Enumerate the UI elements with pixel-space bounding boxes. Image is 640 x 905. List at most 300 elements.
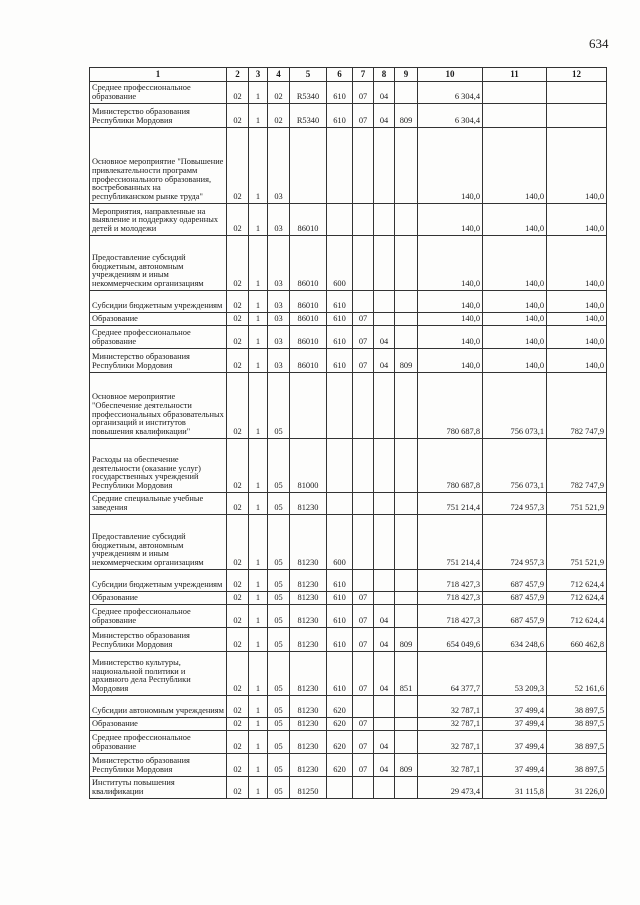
pgp-code: 1 (249, 291, 268, 313)
event-code: 03 (268, 326, 290, 349)
amount-year-3: 38 897,5 (547, 754, 607, 777)
amount-year-3: 140,0 (547, 326, 607, 349)
pgp-code: 1 (249, 628, 268, 652)
ministry-code: 851 (395, 652, 418, 696)
amount-year-3: 38 897,5 (547, 731, 607, 754)
section-code: 07 (353, 82, 374, 104)
row-name: Среднее профессиональное образование (90, 605, 227, 628)
event-code: 05 (268, 731, 290, 754)
amount-year-1: 140,0 (418, 313, 483, 326)
row-name: Среднее профессиональное образование (90, 82, 227, 104)
amount-year-1: 140,0 (418, 326, 483, 349)
ministry-code: 809 (395, 104, 418, 128)
section-code: 07 (353, 104, 374, 128)
pgp-code: 1 (249, 104, 268, 128)
amount-year-3: 712 624,4 (547, 605, 607, 628)
gp-code: 02 (227, 313, 249, 326)
amount-year-3 (547, 82, 607, 104)
amount-year-1: 64 377,7 (418, 652, 483, 696)
direction-code: 81230 (290, 570, 327, 592)
subsection-code: 04 (374, 652, 395, 696)
expense-type-code: 610 (327, 313, 353, 326)
event-code: 05 (268, 652, 290, 696)
amount-year-2: 140,0 (483, 349, 547, 373)
direction-code: 81230 (290, 493, 327, 515)
amount-year-2: 37 499,4 (483, 754, 547, 777)
gp-code: 02 (227, 291, 249, 313)
amount-year-2: 37 499,4 (483, 718, 547, 731)
amount-year-3: 782 747,9 (547, 373, 607, 439)
pgp-code: 1 (249, 731, 268, 754)
table-row (90, 204, 607, 236)
ministry-code (395, 515, 418, 570)
amount-year-2: 687 457,9 (483, 570, 547, 592)
gp-code: 02 (227, 696, 249, 718)
amount-year-3: 38 897,5 (547, 696, 607, 718)
pgp-code: 1 (249, 777, 268, 799)
row-name: Мероприятия, направленные на выявление и поддержку одаренных детей и молодежи (90, 204, 227, 236)
pgp-code: 1 (249, 236, 268, 291)
ministry-code (395, 128, 418, 204)
event-code: 02 (268, 104, 290, 128)
pgp-code: 1 (249, 493, 268, 515)
ministry-code (395, 236, 418, 291)
col-header: 12 (547, 68, 607, 82)
amount-year-2: 31 115,8 (483, 777, 547, 799)
expense-type-code: 620 (327, 754, 353, 777)
table-row (90, 718, 607, 731)
amount-year-3: 140,0 (547, 204, 607, 236)
subsection-code: 04 (374, 82, 395, 104)
gp-code: 02 (227, 754, 249, 777)
subsection-code: 04 (374, 605, 395, 628)
amount-year-2: 140,0 (483, 128, 547, 204)
expense-type-code: 610 (327, 570, 353, 592)
event-code: 03 (268, 291, 290, 313)
gp-code: 02 (227, 493, 249, 515)
expense-type-code: 610 (327, 349, 353, 373)
subsection-code (374, 515, 395, 570)
expense-type-code: 600 (327, 515, 353, 570)
section-code (353, 236, 374, 291)
subsection-code (374, 291, 395, 313)
amount-year-1: 780 687,8 (418, 373, 483, 439)
subsection-code: 04 (374, 754, 395, 777)
amount-year-3: 52 161,6 (547, 652, 607, 696)
direction-code: 86010 (290, 204, 327, 236)
expense-type-code (327, 373, 353, 439)
subsection-code (374, 128, 395, 204)
event-code: 03 (268, 128, 290, 204)
row-name: Среднее профессиональное образование (90, 731, 227, 754)
table-row (90, 82, 607, 104)
expense-type-code: 610 (327, 628, 353, 652)
event-code: 03 (268, 313, 290, 326)
section-code (353, 128, 374, 204)
amount-year-2: 140,0 (483, 313, 547, 326)
pgp-code: 1 (249, 204, 268, 236)
section-code: 07 (353, 731, 374, 754)
section-code: 07 (353, 652, 374, 696)
amount-year-1: 654 049,6 (418, 628, 483, 652)
subsection-code (374, 313, 395, 326)
amount-year-2: 53 209,3 (483, 652, 547, 696)
table-row (90, 236, 607, 291)
event-code: 03 (268, 349, 290, 373)
direction-code (290, 373, 327, 439)
expense-type-code: 610 (327, 104, 353, 128)
amount-year-3: 751 521,9 (547, 493, 607, 515)
amount-year-1: 6 304,4 (418, 104, 483, 128)
amount-year-3: 140,0 (547, 291, 607, 313)
direction-code: 81250 (290, 777, 327, 799)
row-name: Субсидии бюджетным учреждениям (90, 570, 227, 592)
ministry-code (395, 696, 418, 718)
row-name: Предоставление субсидий бюджетным, автономным учреждениям и иным некоммерческим организациям (90, 236, 227, 291)
direction-code: 81230 (290, 696, 327, 718)
gp-code: 02 (227, 777, 249, 799)
direction-code: 86010 (290, 326, 327, 349)
direction-code: R5340 (290, 82, 327, 104)
amount-year-2 (483, 82, 547, 104)
direction-code: 81230 (290, 605, 327, 628)
ministry-code (395, 777, 418, 799)
table-row (90, 652, 607, 696)
section-code: 07 (353, 718, 374, 731)
subsection-code: 04 (374, 628, 395, 652)
row-name: Средние специальные учебные заведения (90, 493, 227, 515)
row-name: Министерство образования Республики Мордовия (90, 628, 227, 652)
pgp-code: 1 (249, 313, 268, 326)
amount-year-1: 751 214,4 (418, 493, 483, 515)
table-row (90, 592, 607, 605)
subsection-code (374, 204, 395, 236)
amount-year-3: 712 624,4 (547, 570, 607, 592)
table-row (90, 349, 607, 373)
ministry-code: 809 (395, 628, 418, 652)
pgp-code: 1 (249, 570, 268, 592)
table-row (90, 373, 607, 439)
subsection-code: 04 (374, 731, 395, 754)
gp-code: 02 (227, 104, 249, 128)
subsection-code (374, 592, 395, 605)
gp-code: 02 (227, 236, 249, 291)
direction-code: 81230 (290, 515, 327, 570)
table-row (90, 313, 607, 326)
pgp-code: 1 (249, 754, 268, 777)
gp-code: 02 (227, 605, 249, 628)
col-header: 3 (249, 68, 268, 82)
pgp-code: 1 (249, 439, 268, 493)
amount-year-3 (547, 104, 607, 128)
ministry-code (395, 326, 418, 349)
amount-year-1: 751 214,4 (418, 515, 483, 570)
pgp-code: 1 (249, 326, 268, 349)
expense-type-code: 620 (327, 731, 353, 754)
table-row (90, 128, 607, 204)
section-code: 07 (353, 349, 374, 373)
direction-code: 86010 (290, 349, 327, 373)
col-header: 10 (418, 68, 483, 82)
subsection-code (374, 570, 395, 592)
amount-year-2: 687 457,9 (483, 592, 547, 605)
direction-code (290, 128, 327, 204)
event-code: 05 (268, 718, 290, 731)
table-row (90, 731, 607, 754)
subsection-code (374, 493, 395, 515)
section-code (353, 696, 374, 718)
amount-year-2: 140,0 (483, 326, 547, 349)
subsection-code (374, 696, 395, 718)
table-row (90, 754, 607, 777)
row-name: Основное мероприятие "Повышение привлекательности программ профессионального образования, востребованных на республиканском рынке труда" (90, 128, 227, 204)
pgp-code: 1 (249, 652, 268, 696)
row-name: Министерство образования Республики Мордовия (90, 754, 227, 777)
budget-table (89, 67, 607, 799)
event-code: 03 (268, 204, 290, 236)
expense-type-code: 610 (327, 326, 353, 349)
pgp-code: 1 (249, 349, 268, 373)
row-name: Основное мероприятие "Обеспечение деятельности профессиональных образовательных организаций и институтов повышения квалификации" (90, 373, 227, 439)
direction-code: 81230 (290, 754, 327, 777)
section-code: 07 (353, 313, 374, 326)
section-code (353, 570, 374, 592)
subsection-code (374, 236, 395, 291)
table-row (90, 439, 607, 493)
direction-code: 86010 (290, 291, 327, 313)
section-code (353, 493, 374, 515)
gp-code: 02 (227, 718, 249, 731)
expense-type-code: 610 (327, 82, 353, 104)
ministry-code (395, 592, 418, 605)
amount-year-2: 724 957,3 (483, 493, 547, 515)
amount-year-3: 140,0 (547, 128, 607, 204)
amount-year-3: 31 226,0 (547, 777, 607, 799)
ministry-code (395, 373, 418, 439)
pgp-code: 1 (249, 696, 268, 718)
pgp-code: 1 (249, 82, 268, 104)
amount-year-2: 37 499,4 (483, 731, 547, 754)
direction-code: 81230 (290, 731, 327, 754)
amount-year-1: 140,0 (418, 204, 483, 236)
amount-year-2: 724 957,3 (483, 515, 547, 570)
event-code: 05 (268, 628, 290, 652)
event-code: 05 (268, 605, 290, 628)
ministry-code: 809 (395, 349, 418, 373)
ministry-code (395, 82, 418, 104)
row-name: Среднее профессиональное образование (90, 326, 227, 349)
expense-type-code (327, 493, 353, 515)
expense-type-code: 610 (327, 291, 353, 313)
col-header: 8 (374, 68, 395, 82)
row-name: Министерство образования Республики Мордовия (90, 104, 227, 128)
amount-year-2: 140,0 (483, 204, 547, 236)
event-code: 05 (268, 570, 290, 592)
col-header: 7 (353, 68, 374, 82)
row-name: Образование (90, 592, 227, 605)
event-code: 05 (268, 515, 290, 570)
amount-year-1: 718 427,3 (418, 605, 483, 628)
amount-year-2: 634 248,6 (483, 628, 547, 652)
section-code (353, 777, 374, 799)
event-code: 03 (268, 236, 290, 291)
table-row (90, 515, 607, 570)
section-code (353, 515, 374, 570)
direction-code: 81000 (290, 439, 327, 493)
subsection-code: 04 (374, 349, 395, 373)
header-row (90, 68, 607, 82)
amount-year-2: 687 457,9 (483, 605, 547, 628)
pgp-code: 1 (249, 128, 268, 204)
table-row (90, 605, 607, 628)
table-body (90, 82, 607, 799)
pgp-code: 1 (249, 592, 268, 605)
section-code (353, 291, 374, 313)
amount-year-1: 718 427,3 (418, 592, 483, 605)
expense-type-code: 600 (327, 236, 353, 291)
gp-code: 02 (227, 439, 249, 493)
pgp-code: 1 (249, 515, 268, 570)
gp-code: 02 (227, 373, 249, 439)
expense-type-code: 620 (327, 718, 353, 731)
table-row (90, 493, 607, 515)
amount-year-2 (483, 104, 547, 128)
table-row (90, 777, 607, 799)
row-name: Расходы на обеспечение деятельности (оказание услуг) государственных учреждений Республики Мордовия (90, 439, 227, 493)
gp-code: 02 (227, 82, 249, 104)
amount-year-3: 712 624,4 (547, 592, 607, 605)
amount-year-3: 38 897,5 (547, 718, 607, 731)
row-name: Институты повышения квалификации (90, 777, 227, 799)
gp-code: 02 (227, 570, 249, 592)
row-name: Субсидии бюджетным учреждениям (90, 291, 227, 313)
gp-code: 02 (227, 515, 249, 570)
ministry-code (395, 313, 418, 326)
expense-type-code (327, 128, 353, 204)
event-code: 05 (268, 696, 290, 718)
expense-type-code (327, 204, 353, 236)
event-code: 05 (268, 493, 290, 515)
amount-year-2: 140,0 (483, 291, 547, 313)
row-name: Министерство культуры, национальной политики и архивного дела Республики Мордовия (90, 652, 227, 696)
direction-code: 81230 (290, 652, 327, 696)
amount-year-3: 140,0 (547, 313, 607, 326)
amount-year-3: 751 521,9 (547, 515, 607, 570)
amount-year-1: 780 687,8 (418, 439, 483, 493)
expense-type-code: 610 (327, 652, 353, 696)
page-number: 634 (589, 36, 609, 51)
amount-year-1: 32 787,1 (418, 718, 483, 731)
col-header: 6 (327, 68, 353, 82)
direction-code: 81230 (290, 718, 327, 731)
expense-type-code (327, 777, 353, 799)
section-code (353, 204, 374, 236)
amount-year-1: 718 427,3 (418, 570, 483, 592)
subsection-code: 04 (374, 104, 395, 128)
section-code: 07 (353, 605, 374, 628)
direction-code: 81230 (290, 628, 327, 652)
direction-code: 86010 (290, 313, 327, 326)
amount-year-1: 29 473,4 (418, 777, 483, 799)
expense-type-code: 610 (327, 605, 353, 628)
section-code: 07 (353, 628, 374, 652)
amount-year-1: 140,0 (418, 236, 483, 291)
expense-type-code: 620 (327, 696, 353, 718)
amount-year-3: 660 462,8 (547, 628, 607, 652)
ministry-code (395, 439, 418, 493)
table-row (90, 326, 607, 349)
amount-year-2: 37 499,4 (483, 696, 547, 718)
col-header: 1 (90, 68, 227, 82)
section-code (353, 439, 374, 493)
amount-year-1: 6 304,4 (418, 82, 483, 104)
amount-year-1: 32 787,1 (418, 731, 483, 754)
row-name: Образование (90, 313, 227, 326)
table-row (90, 570, 607, 592)
gp-code: 02 (227, 349, 249, 373)
ministry-code: 809 (395, 754, 418, 777)
col-header: 4 (268, 68, 290, 82)
ministry-code (395, 718, 418, 731)
gp-code: 02 (227, 628, 249, 652)
amount-year-3: 782 747,9 (547, 439, 607, 493)
amount-year-1: 32 787,1 (418, 696, 483, 718)
ministry-code (395, 291, 418, 313)
ministry-code (395, 204, 418, 236)
col-header: 11 (483, 68, 547, 82)
amount-year-1: 32 787,1 (418, 754, 483, 777)
event-code: 05 (268, 439, 290, 493)
gp-code: 02 (227, 592, 249, 605)
pgp-code: 1 (249, 605, 268, 628)
amount-year-1: 140,0 (418, 128, 483, 204)
table-row (90, 291, 607, 313)
col-header: 2 (227, 68, 249, 82)
row-name: Субсидии автономным учреждениям (90, 696, 227, 718)
section-code: 07 (353, 326, 374, 349)
event-code: 05 (268, 373, 290, 439)
direction-code: 86010 (290, 236, 327, 291)
direction-code: R5340 (290, 104, 327, 128)
amount-year-2: 756 073,1 (483, 439, 547, 493)
row-name: Предоставление субсидий бюджетным, автономным учреждениям и иным некоммерческим организациям (90, 515, 227, 570)
section-code: 07 (353, 754, 374, 777)
pgp-code: 1 (249, 718, 268, 731)
table-row (90, 628, 607, 652)
col-header: 5 (290, 68, 327, 82)
ministry-code (395, 731, 418, 754)
subsection-code (374, 373, 395, 439)
expense-type-code: 610 (327, 592, 353, 605)
direction-code: 81230 (290, 592, 327, 605)
amount-year-1: 140,0 (418, 291, 483, 313)
gp-code: 02 (227, 204, 249, 236)
gp-code: 02 (227, 652, 249, 696)
table-row (90, 696, 607, 718)
section-code: 07 (353, 592, 374, 605)
expense-type-code (327, 439, 353, 493)
event-code: 05 (268, 777, 290, 799)
amount-year-1: 140,0 (418, 349, 483, 373)
amount-year-2: 756 073,1 (483, 373, 547, 439)
subsection-code (374, 718, 395, 731)
subsection-code (374, 777, 395, 799)
row-name: Образование (90, 718, 227, 731)
pgp-code: 1 (249, 373, 268, 439)
gp-code: 02 (227, 731, 249, 754)
subsection-code (374, 439, 395, 493)
ministry-code (395, 493, 418, 515)
